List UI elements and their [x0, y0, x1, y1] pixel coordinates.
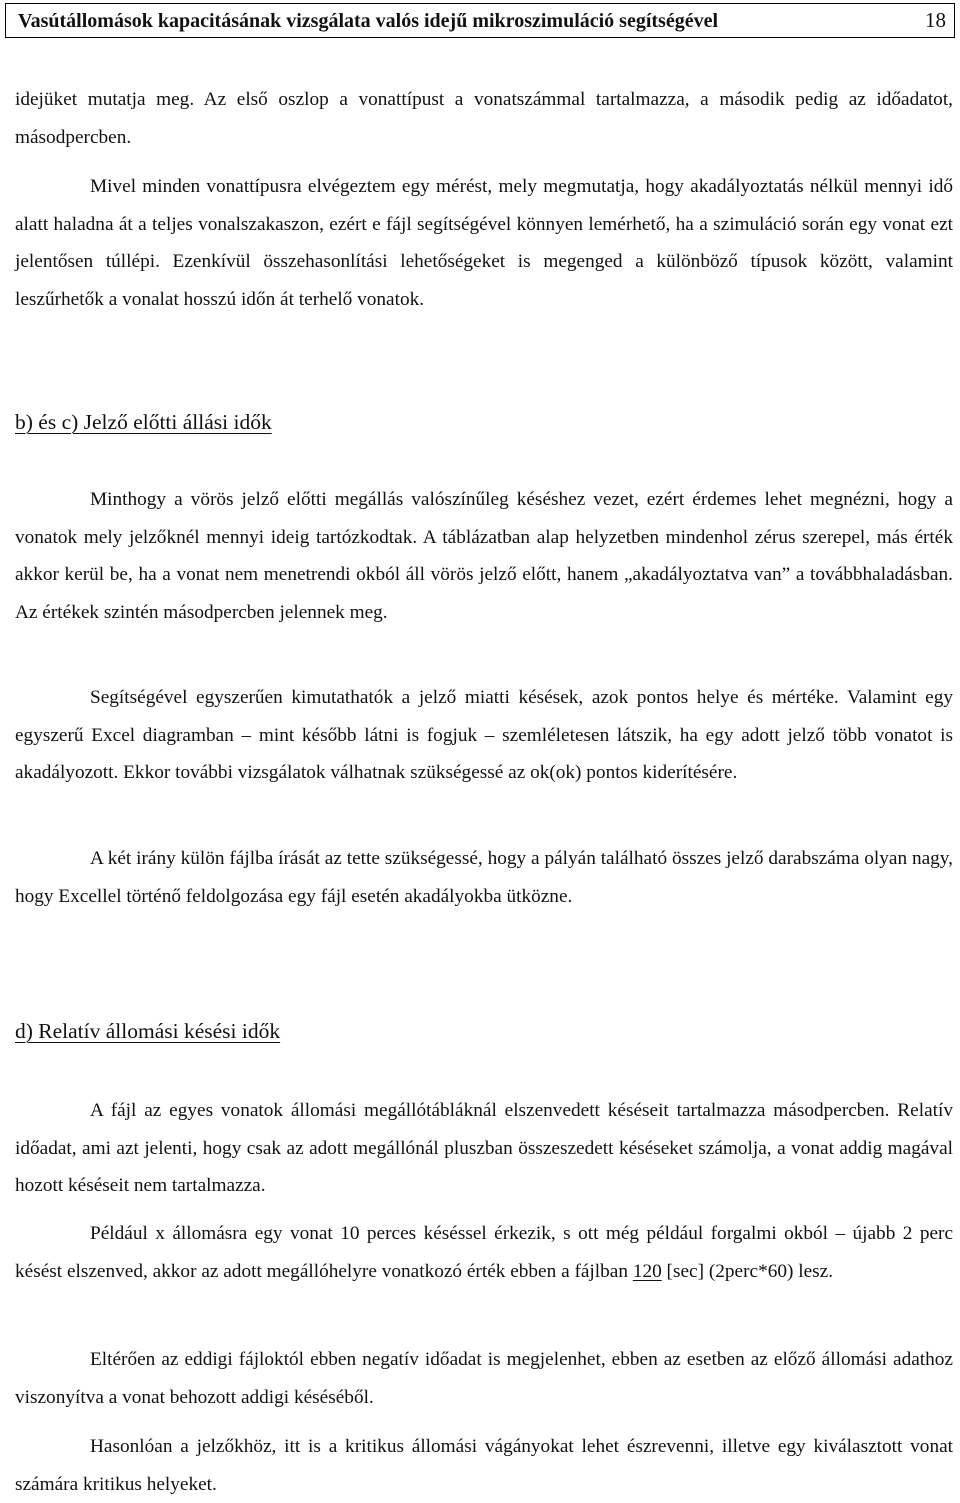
page-number: 18 [925, 8, 946, 32]
paragraph-signal-waiting: Minthogy a vörös jelző előtti megállás valószínűleg késéshez vezet, ezért érdemes lehet megnézni, hogy a vonatok mely jelzőknél mennyi ideig tartózkodtak. A táblázatban alap helyzetben mindenhol zérus szerepel, más érték akkor kerül be, ha a vonat nem menetrendi okból áll vörös jelző előtt, hanem „akadályoztatva van” a továbbhaladásban. Az értékek szintén másodpercben jelennek meg. [15, 489, 953, 623]
paragraph-critical-tracks: Hasonlóan a jelzőkhöz, itt is a kritikus állomási vágányokat lehet észrevenni, illetve egy kiválasztott vonat számára kritikus helyeket. [15, 1436, 953, 1495]
paragraph-relative-delays: A fájl az egyes vonatok állomási megállótábláknál elszenvedett késéseit tartalmazza másodpercben. Relatív időadat, ami azt jelenti, hogy csak az adott megállónál pluszban összeszedett késéseket számolja, a vonat addig magával hozott késéseit nem tartalmazza. [15, 1100, 953, 1197]
paragraph-example [15, 1215, 953, 1290]
example-text-start: Például x állomásra egy vonat 10 perces késéssel érkezik, s ott még például forgalmi okból – újabb 2 perc késést elszenved, akkor az adott megállóhelyre vonatkozó érték ebben a fájlban [15, 1223, 953, 1282]
paragraph-negative-values: Eltérően az eddigi fájloktól ebben negatív időadat is megjelenhet, ebben az esetben az előző állomási adathoz viszonyítva a vonat behozott addigi késéséből. [15, 1349, 953, 1408]
example-text-end: [sec] (2perc*60) lesz. [661, 1260, 834, 1282]
paragraph-signal-delays: Segítségével egyszerűen kimutathatók a jelző miatti késések, azok pontos helye és mértéke. Valamint egy egyszerű Excel diagramban – mint később látni is fogjuk – szemléletesen látszik, ha egy adott jelző több vonatot is akadályozott. Ekkor további vizsgálatok válhatnak szükségessé az ok(ok) pontos kiderítésére. [15, 687, 953, 784]
section-heading-d: d) Relatív állomási késési idők [15, 1019, 281, 1043]
paragraph-intro: idejüket mutatja meg. Az első oszlop a vonattípust a vonatszámmal tartalmazza, a második pedig az időadatot, másodpercben. [15, 89, 953, 148]
section-heading-bc: b) és c) Jelző előtti állási idők [15, 410, 272, 434]
paragraph-train-type-measurement: Mivel minden vonattípusra elvégeztem egy mérést, mely megmutatja, hogy akadályoztatás nélkül mennyi idő alatt haladna át a teljes vonalszakaszon, ezért e fájl segítségével könnyen lemérhető, ha a szimuláció során egy vonat ezt jelentősen túllépi. Ezenkívül összehasonlítási lehetőségeket is megenged a különböző típusok között, valamint leszűrhetők a vonalat hosszú időn át terhelő vonatok. [15, 176, 953, 310]
document-title: Vasútállomások kapacitásának vizsgálata valós idejű mikroszimuláció segítségével [18, 10, 719, 32]
example-value: 120 [632, 1260, 662, 1282]
paragraph-two-directions: A két irány külön fájlba írását az tette szükségessé, hogy a pályán található összes jelző darabszáma olyan nagy, hogy Excellel történő feldolgozása egy fájl esetén akadályokba ütközne. [15, 848, 953, 907]
page-header [5, 3, 955, 38]
